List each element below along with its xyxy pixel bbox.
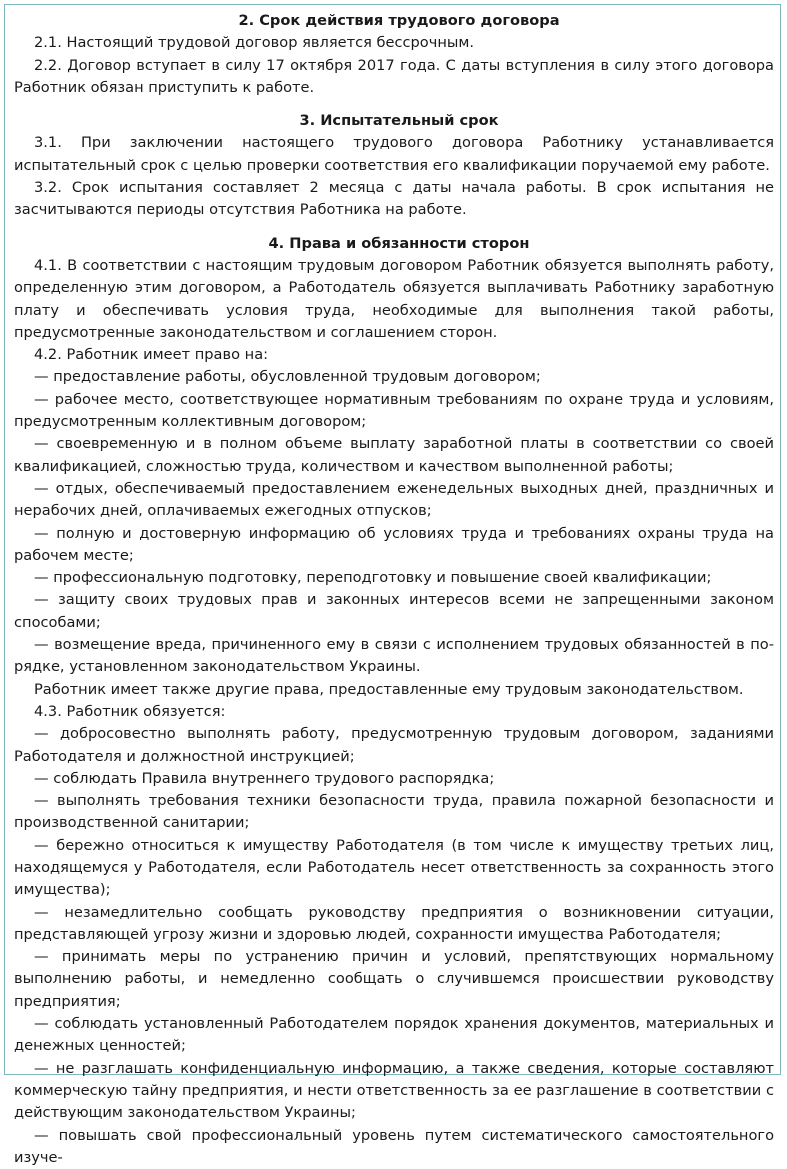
list-item: — выполнять требования техники безопасности труда, правила пожарной безопасности и производственной санитарии; <box>14 792 774 832</box>
list-item: — принимать меры по устранению причин и условий, препятствующих нормальному выполнению работы, и немедленно сообщать о случившемся происшествии руководству предприятия; <box>14 948 774 1010</box>
list-item: — предоставление работы, обусловленной трудовым договором; <box>34 368 541 386</box>
list-item: — бережно относиться к имуществу Работодателя (в том числе к имуществу третьих лиц, находящемуся у Работодателя, если Работодатель несет ответственность за сохранность этого имущества); <box>14 836 774 899</box>
list-item: — своевременную и в полном объеме выплату заработной платы в соответствии со своей квалификацией, сложностью труда, количеством и качеством выполненной работы; <box>14 435 774 475</box>
document-body <box>14 10 774 1169</box>
paragraph: 4.2. Работник имеет право на: <box>34 346 269 364</box>
list-item: — не разглашать конфиденциальную информацию, а также сведения, которые составляют коммерческую тайну предприятия, и нести ответственность за ее разглашение в соответствии с действующим законодательством Украины; <box>14 1059 774 1122</box>
paragraph: Работник имеет также другие права, предоставленные ему трудовым законодательством. <box>34 680 744 698</box>
section-4 <box>14 233 774 1169</box>
list-item: — соблюдать Правила внутреннего трудового распорядка; <box>34 769 495 787</box>
list-item: — возмещение вреда, причиненного ему в связи с исполнением трудовых обязанностей в порядке, установленном законодательством Украины. <box>14 636 774 676</box>
paragraph: 3.2. Срок испытания составляет 2 месяца с даты начала работы. В срок испытания не засчитываются периоды отсутствия Работника на работе. <box>14 179 774 219</box>
section-heading: 4. Права и обязанности сторон <box>268 234 530 252</box>
list-item: — незамедлительно сообщать руководству предприятия о возникновении ситуации, представляющей угрозу жизни и здоровью людей, сохранности имущества Работодателя; <box>14 903 774 943</box>
paragraph: 3.1. При заключении настоящего трудового договора Работнику устанавливается испытательный срок с целью проверки соответствия его квалификации поручаемой ему работе. <box>14 134 774 174</box>
list-item: — рабочее место, соответствующее нормативным требованиям по охране труда и условиям, предусмотренным коллективным договором; <box>14 390 774 431</box>
section-heading: 3. Испытательный срок <box>299 112 499 130</box>
paragraph: 2.1. Настоящий трудовой договор является бессрочным. <box>34 34 475 52</box>
paragraph: 4.1. В соответствии с настоящим трудовым договором Работник обязуется выполнять работу, определенную этим договором, а Работодатель обязуется выплачивать Работнику заработную плату и обеспечивать условия труда, необходимые для выполнения такой работы, предусмотренные законодательством и соглашением сторон. <box>14 256 774 341</box>
paragraph: 2.2. Договор вступает в силу 17 октября 2017 года. С даты вступления в силу этого договора Работник обязан приступить к работе. <box>14 56 774 96</box>
list-item: — соблюдать установленный Работодателем порядок хранения документов, материальных и денежных ценностей; <box>14 1015 774 1055</box>
section-2 <box>14 10 774 99</box>
list-item: — защиту своих трудовых прав и законных интересов всеми не запрещенными законом способами; <box>14 591 774 631</box>
section-heading: 2. Срок действия трудового договора <box>238 12 560 29</box>
list-item: — отдых, обеспечиваемый предоставлением еженедельных выходных дней, праздничных и нерабочих дней, оплачиваемых ежегодных отпусков; <box>14 479 774 520</box>
list-item: — полную и достоверную информацию об условиях труда и требованиях охраны труда на рабочем месте; <box>14 524 774 564</box>
list-item: — добросовестно выполнять работу, предусмотренную трудовым договором, заданиями Работодателя и должностной инструкцией; <box>14 725 774 765</box>
list-item: — повышать свой профессиональный уровень путем систематического самостоятельного изуче- <box>14 1126 774 1166</box>
list-item: — профессиональную подготовку, переподготовку и повышение своей квалификации; <box>34 569 712 587</box>
section-3 <box>14 110 774 221</box>
paragraph: 4.3. Работник обязуется: <box>34 702 226 720</box>
